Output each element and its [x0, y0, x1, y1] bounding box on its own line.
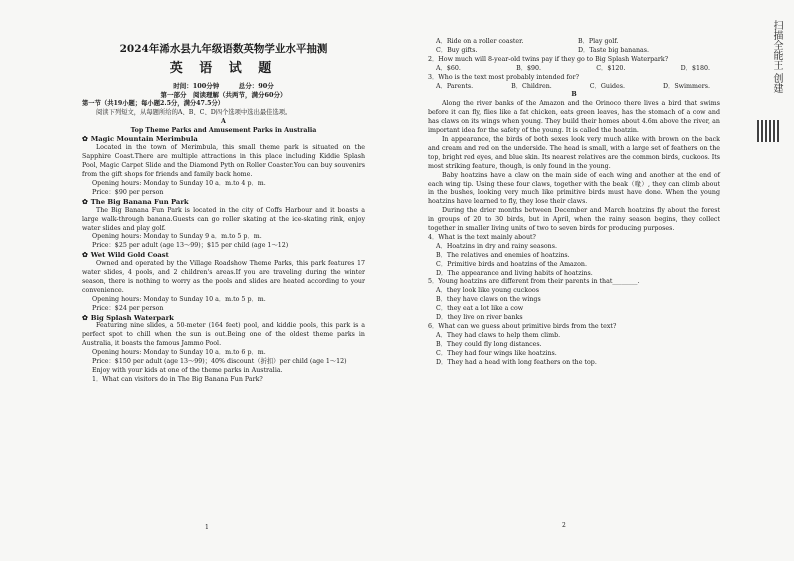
passage-b-paragraph: Baby hoatzins have a claw on the main side of each wing and another at the end of each wing tip. Using these four claws, together with the beak（喙）, they can climb about in the bushes, looking very much like primitive birds must have done. When the young hoatzins have learned to fly, they lose their claws. — [428, 171, 720, 206]
park-description: Owned and operated by the Village Roadshow Theme Parks, this park features 17 water slides, 4 pools, and 2 children's areas.If you are traveling during the winter season, there is nothing to worry as the pools and slides are heated according to your convenience. — [82, 260, 365, 294]
option: C．they eat a lot like a cow — [436, 305, 524, 313]
passage-b-paragraph: Along the river banks of the Amazon and the Orinoco there lives a bird that swims before it can fly, flies like a fat chicken, eats green leaves, has the stomach of a cow and has claws on its wings when young. They build their homes about 4.6m above the river, an important idea for the safety of the young. It is called the hoatzin. — [428, 100, 720, 135]
park-name: Big Splash Waterpark — [90, 313, 174, 322]
section-heading: 第一节（共19小题；每小题2.5分，满分47.5分） — [82, 99, 225, 107]
q4-options — [428, 243, 720, 279]
park-price: Price：$90 per person — [92, 188, 164, 196]
park-block — [82, 251, 365, 313]
option: B．The relatives and enemies of hoatzins. — [436, 251, 570, 259]
park-name: The Big Banana Fun Park — [90, 197, 189, 206]
scanner-watermark: 扫描全能王 创建 — [771, 20, 782, 94]
park-block — [82, 135, 365, 197]
qr-code-icon — [757, 120, 779, 142]
time-score: 时间：100分钟 总分：90分 — [173, 82, 274, 90]
question-6: 6．What can we guess about primitive birds from the text? — [428, 323, 617, 330]
park-hours: Opening hours: Monday to Sunday 10 a．m.to 4 p．m. — [92, 179, 266, 187]
passage-b-letter: B — [571, 91, 577, 99]
option: A．$60. — [436, 64, 461, 72]
passage-a-letter: A — [221, 117, 226, 125]
passage-a-title: Top Theme Parks and Amusement Parks in Australia — [130, 126, 317, 134]
question-5: 5．Young hoatzins are different from their parents in that________. — [428, 278, 640, 286]
option: C．$120. — [596, 64, 626, 72]
park-description: Located in the town of Merimbula, this small theme park is situated on the Sapphire Coast.There are multiple attractions in this place including Kiddie Splash Pool, Magic Carpet Slide and the Diamond Pyth on Roller Coaster.You can buy souvenirs from the gift shops for friends and family back home. — [82, 144, 365, 179]
option: D．Taste big bananas. — [578, 46, 650, 54]
park-hours: Opening hours: Monday to Sunday 9 a．m.to 5 p．m. — [92, 233, 262, 241]
left-column — [82, 42, 365, 385]
exam-title: 2024年浠水县九年级语数英物学业水平抽测 — [119, 43, 328, 55]
park-hours: Opening hours: Monday to Sunday 10 a．m.to 6 p．m. — [92, 349, 266, 357]
closing-line: Enjoy with your kids at one of the theme parks in Australia. — [92, 367, 283, 374]
subject-title: 英 语 试 题 — [169, 61, 278, 76]
flower-icon: ✿ — [82, 313, 88, 322]
option: A．Parents. — [436, 82, 474, 90]
park-name: Wet Wild Gold Coast — [90, 251, 169, 260]
flower-icon: ✿ — [82, 135, 88, 144]
option: B．$90. — [516, 64, 542, 72]
park-block — [82, 198, 365, 251]
park-description: The Big Banana Fun Park is located in the city of Coffs Harbour and it boasts a large walk-through banana.Guests can go roller skating at the ice-skating rink, enjoy water slides and play golf. — [82, 206, 365, 232]
park-hours: Opening hours: Monday to Sunday 10 a．m.to 5 p．m. — [92, 295, 266, 303]
park-price: Price：$25 per adult (age 13～99)；$15 per child (age 1～12) — [92, 242, 289, 250]
flower-icon: ✿ — [82, 197, 88, 206]
page-number: 1 — [205, 524, 209, 531]
option: C．Buy gifts. — [436, 46, 478, 54]
option: D．The appearance and living habits of hoatzins. — [436, 269, 593, 277]
option: B．They could fly long distances. — [436, 340, 542, 348]
option: B．Children. — [511, 82, 552, 90]
question-4: 4．What is the text mainly about? — [428, 233, 536, 241]
option: D．they live on river banks — [436, 314, 523, 322]
option: B．Play golf. — [578, 38, 619, 45]
flower-icon: ✿ — [82, 251, 88, 260]
option: A．Hoatzins in dry and rainy seasons. — [436, 242, 557, 250]
option: A．They had claws to help them climb. — [436, 331, 561, 339]
option: C．They had four wings like hoatzins. — [436, 349, 557, 357]
park-price: Price：$24 per person — [92, 304, 164, 312]
option: A．they look like young cuckoos — [436, 287, 539, 295]
option: A．Ride on a roller coaster. — [436, 38, 524, 45]
question-3: 3．Who is the text most probably intended for? — [428, 73, 579, 81]
option: C．Primitive birds and hoatzins of the Amazon. — [436, 260, 587, 268]
q6-options — [428, 332, 720, 368]
q5-options — [428, 287, 720, 323]
park-description: Featuring nine slides, a 50-meter (164 feet) pool, and kiddie pools, this park is a perfect spot to chill when the sun is out.Being one of the oldest theme parks in Australia, it boasts the famous Jammo Pool. — [82, 322, 365, 348]
park-price: Price：$150 per adult (age 13～99)；40% discount（折扣）per child (age 1～12) — [92, 358, 347, 366]
park-name: Magic Mountain Merimbula — [90, 135, 198, 144]
q2-options — [428, 65, 720, 74]
park-block — [82, 314, 365, 367]
passage-b-paragraph: In appearance, the birds of both sexes look very much alike with brown on the back and cream and red on the underside. The head is small, with a large set of feathers on the top, bright red eyes, and blue skin. Its nearest relatives are the common birds, cuckoos. Its most striking feature, though, is only found in the young. — [428, 135, 720, 170]
option: C．Guides. — [589, 82, 625, 90]
q3-options — [428, 83, 720, 92]
page-number: 2 — [562, 522, 566, 529]
option: D．They had a head with long feathers on the top. — [436, 358, 597, 366]
option: B．they have claws on the wings — [436, 296, 541, 304]
part-heading: 第一部分 阅读理解（共两节，满分60分） — [160, 90, 287, 99]
question-1: 1．What can visitors do in The Big Banana Fun Park? — [92, 375, 263, 383]
question-2: 2．How much will 8-year-old twins pay if they go to Big Splash Waterpark? — [428, 55, 669, 63]
instruction: 阅读下列短文，从每题所给的A、B、C、D四个选项中选出最佳选项。 — [96, 108, 292, 116]
option: D．$180. — [680, 64, 710, 72]
option: D．Swimmers. — [662, 82, 710, 90]
q1-options — [428, 38, 720, 56]
right-column — [428, 38, 720, 368]
passage-b-paragraph: During the drier months between December and March hoatzins fly about the forest in groups of 20 to 30 birds, but in April, when the rainy season begins, they collect together in smaller living units of two to seven birds for producing purposes. — [428, 207, 720, 233]
